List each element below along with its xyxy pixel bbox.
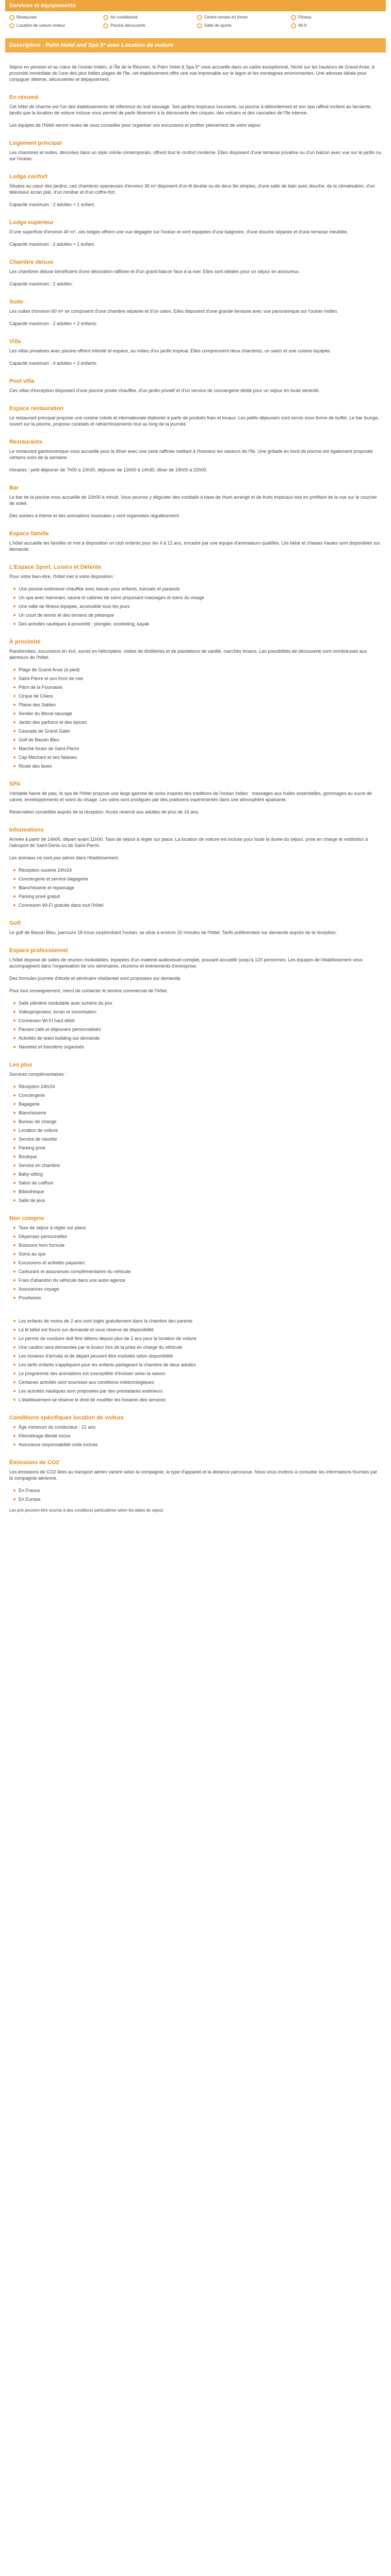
section-paragraph: Ces villas d'exception disposent d'une piscine privée chauffée, d'un jardin privatif et d'un service de conciergerie dédié pour un séjour en toute sérénité. bbox=[9, 388, 320, 393]
list-item: Parking privé gratuit bbox=[19, 893, 382, 900]
amenity-item bbox=[9, 14, 100, 21]
amenity-item bbox=[291, 14, 382, 21]
amenity-label: Fitness bbox=[298, 15, 312, 20]
section-paragraph: Les équipes de l'hôtel seront ravies de vous conseiller pour organiser vos excursions et profiter pleinement de votre séjour. bbox=[9, 123, 262, 128]
list-item: Une salle de fitness équipée, accessible tous les jours bbox=[19, 603, 382, 609]
list-item: Blanchisserie et repassage bbox=[19, 885, 382, 891]
fitness-icon bbox=[291, 15, 296, 20]
list-item: Plage de Grand Anse (à pied) bbox=[19, 667, 382, 673]
amenities-grid bbox=[5, 11, 386, 32]
list-item: Pourboires bbox=[19, 1295, 382, 1301]
section-paragraph: Les suites d'environ 60 m² se composent d'une chambre séparée et d'un salon. Elles disposent d'une grande terrasse avec vue panoramique sur l'océan Indien. bbox=[9, 309, 338, 314]
section-paragraph: Randonnées, excursions en 4x4, survol en hélicoptère, visites de distilleries et de plantations de vanille, marchés forains. Les possibilités de découverte sont nombreuses aux alentours de l'hôtel. bbox=[9, 649, 367, 660]
amenity-label: Air conditionné bbox=[110, 15, 138, 20]
list-item: Un spa avec hammam, sauna et cabines de soins proposant massages et soins du visage bbox=[19, 595, 382, 601]
list-item: Piton de la Fournaise bbox=[19, 684, 382, 690]
section-heading: SPA bbox=[9, 781, 21, 787]
section-paragraph: Arrivée à partir de 14h00, départ avant 11h00. Taxe de séjour à régler sur place. La location de voiture est incluse pour toute la durée du séjour, prise en charge et restitution à l'aéroport de Saint-Denis ou de Saint-Pierre. bbox=[9, 837, 368, 848]
section-paragraph: Capacité maximum : 4 adultes + 2 enfants. bbox=[9, 361, 97, 366]
section-heading: Suite bbox=[9, 299, 23, 305]
section-paragraph: Capacité maximum : 2 adultes + 1 enfant. bbox=[9, 242, 95, 247]
section-paragraph: Les chambres et suites, décorées dans un style créole contemporain, offrent tout le confort moderne. Elles disposent d'une terrasse privative ou d'un balcon avec vue sur le jardin ou sur l'océan. bbox=[9, 150, 382, 161]
section-paragraph: Pour votre bien-être, l'hôtel met à votre disposition : bbox=[9, 574, 116, 579]
section-list bbox=[9, 867, 382, 908]
section-heading: L'Espace Sport, Loisirs et Détente bbox=[9, 564, 102, 570]
list-item: Bagagerie bbox=[19, 1101, 382, 1107]
section-list bbox=[9, 1424, 382, 1448]
list-item: En France bbox=[19, 1487, 382, 1494]
section-list bbox=[9, 586, 382, 627]
list-item: Sentier du littoral sauvage bbox=[19, 710, 382, 717]
list-item: Route des laves bbox=[19, 763, 382, 769]
section-list bbox=[9, 1225, 382, 1301]
section-heading: Villa bbox=[9, 338, 21, 345]
section-list bbox=[9, 1083, 382, 1204]
section-list bbox=[9, 1000, 382, 1050]
list-item: Kilométrage illimité inclus bbox=[19, 1433, 382, 1439]
list-item: Saint-Pierre et son front de mer bbox=[19, 675, 382, 682]
amenity-item bbox=[291, 23, 382, 29]
list-item: Jardin des parfums et des épices bbox=[19, 719, 382, 725]
section-heading: Informations bbox=[9, 827, 44, 833]
amenity-item bbox=[197, 14, 288, 21]
list-item: Salle plénière modulable avec lumière du jour bbox=[19, 1000, 382, 1006]
section-heading: Espace famille bbox=[9, 531, 49, 537]
list-item: Frais d'abandon du véhicule dans une autre agence bbox=[19, 1277, 382, 1283]
list-item: Conciergerie bbox=[19, 1092, 382, 1098]
section-paragraph: Capacité maximum : 2 adultes. bbox=[9, 281, 73, 286]
list-item: Les enfants de moins de 2 ans sont logés gratuitement dans la chambre des parents bbox=[19, 1318, 382, 1324]
list-item: Cirque de Cilaos bbox=[19, 693, 382, 699]
section-heading: Pool villa bbox=[9, 378, 35, 384]
section-list bbox=[9, 667, 382, 769]
list-item: Vidéoprojecteur, écran et sonorisation bbox=[19, 1009, 382, 1015]
list-item: Le lit bébé est fourni sur demande et sous réserve de disponibilité bbox=[19, 1327, 382, 1333]
list-item: Service de navette bbox=[19, 1136, 382, 1142]
section-paragraph: Les émissions de CO2 liées au transport aérien varient selon la compagnie, le type d'appareil et la distance parcourue. Nous vous invitons à consulter les informations fournies par la compagnie aérienne. bbox=[9, 1469, 378, 1481]
section-paragraph: D'une superficie d'environ 40 m², ces lodges offrent une vue dégagée sur l'océan et sont équipées d'une baignoire, d'une douche séparée et d'une terrasse meublée. bbox=[9, 229, 349, 234]
list-item: Excursions et activités payantes bbox=[19, 1260, 382, 1266]
list-item: Location de voiture bbox=[19, 1127, 382, 1133]
services-header: Services et équipements bbox=[5, 0, 386, 11]
amenity-label: Centre remise en forme bbox=[204, 15, 248, 20]
list-item: Salon de coiffure bbox=[19, 1180, 382, 1186]
list-item: Plaine des Sables bbox=[19, 702, 382, 708]
list-item: Carburant et assurances complémentaires du véhicule bbox=[19, 1268, 382, 1275]
section-paragraph: Le restaurant gastronomique vous accueille pour le dîner avec une carte raffinée mettant à l'honneur les saveurs de l'île. Une grillade en bord de piscine est également proposée certains soirs de la semaine. bbox=[9, 449, 373, 460]
ac-icon bbox=[103, 15, 108, 20]
section-paragraph: Horaires : petit déjeuner de 7h00 à 10h30, déjeuner de 12h00 à 14h30, dîner de 19h00 à 22h00. bbox=[9, 467, 208, 472]
list-item: Parking privé bbox=[19, 1145, 382, 1151]
section-paragraph: Le golf de Bassin Bleu, parcours 18 trous surplombant l'océan, se situe à environ 20 minutes de l'hôtel. Tarifs préférentiels sur demande auprès de la réception. bbox=[9, 930, 337, 935]
list-item: Baby-sitting bbox=[19, 1171, 382, 1177]
section-heading: Lodge confort bbox=[9, 174, 47, 180]
list-item: Assurance responsabilité civile incluse bbox=[19, 1442, 382, 1448]
amenity-label: Location de voiture moteur bbox=[17, 23, 66, 28]
amenity-label: Piscine découverte bbox=[110, 23, 145, 28]
description-body bbox=[5, 53, 386, 1502]
list-item: Les horaires d'arrivée et de départ peuvent être modulés selon disponibilité bbox=[19, 1353, 382, 1359]
list-item: Réception ouverte 24h/24 bbox=[19, 867, 382, 873]
amenity-label: Salle de sports bbox=[204, 23, 232, 28]
list-item: Cascade de Grand Galet bbox=[19, 728, 382, 734]
section-paragraph: Capacité maximum : 2 adultes + 2 enfants. bbox=[9, 321, 97, 326]
list-item: Boissons hors formule bbox=[19, 1242, 382, 1248]
section-paragraph: Services complémentaires : bbox=[9, 1072, 67, 1077]
section-heading: Conditions spécifiques location de voiture bbox=[9, 1415, 124, 1421]
pool-icon bbox=[103, 23, 108, 28]
list-item: Les tarifs enfants s'appliquent pour les enfants partageant la chambre de deux adultes bbox=[19, 1362, 382, 1368]
list-item: Réception 24h/24 bbox=[19, 1083, 382, 1090]
footer-note: Les prix peuvent être soumis à des conditions particulières selon les dates de séjour. bbox=[9, 1508, 165, 1513]
section-heading: Restaurants bbox=[9, 439, 42, 445]
amenity-label: Wi-fi bbox=[298, 23, 306, 28]
section-paragraph: Séjour en pension et au cœur de l'océan Indien, à l'Île de la Réunion, le Palm Hotel & Spa 5* vous accueille dans un cadre exceptionnel. Niché sur les hauteurs de Grand Anse, à proximité immédiate de l'une des plus belles plages de l'île, cet établissement offre une vue imprenable sur le lagon et les montagnes environnantes. Une adresse idéale pour conjuguer détente, découvertes et dépaysement. bbox=[9, 64, 374, 82]
list-item: Service en chambre bbox=[19, 1162, 382, 1168]
section-paragraph: Capacité maximum : 2 adultes + 1 enfant. bbox=[9, 202, 95, 207]
list-item: Un court de tennis et des terrains de pétanque bbox=[19, 612, 382, 618]
section-paragraph: Le bar de la piscine vous accueille de 10h00 à minuit. Vous pourrez y déguster des cocktails à base de rhum arrangé et de fruits tropicaux tout en profitant de la vue sur le coucher de soleil. bbox=[9, 495, 377, 506]
list-item: En Europe bbox=[19, 1496, 382, 1502]
list-item: Les activités nautiques sont proposées par des prestataires extérieurs bbox=[19, 1388, 382, 1394]
list-item: Le permis de conduire doit être détenu depuis plus de 2 ans pour la location de voiture bbox=[19, 1335, 382, 1342]
list-item: Bibliothèque bbox=[19, 1189, 382, 1195]
section-paragraph: Les chambres deluxe bénéficient d'une décoration raffinée et d'un grand balcon face à la mer. Elles sont idéales pour un séjour en amoureux. bbox=[9, 269, 300, 274]
section-paragraph: Pour tout renseignement, merci de contacter le service commercial de l'hôtel. bbox=[9, 988, 168, 993]
section-paragraph: Les animaux ne sont pas admis dans l'établissement. bbox=[9, 855, 119, 860]
section-paragraph: Réservation conseillée auprès de la réception. Accès réservé aux adultes de plus de 16 ans. bbox=[9, 809, 200, 815]
section-paragraph: Des formules journée d'étude et séminaire résidentiel sont proposées sur demande. bbox=[9, 976, 182, 981]
list-item: Soins au spa bbox=[19, 1251, 382, 1257]
list-item: Conciergerie et service bagagerie bbox=[19, 876, 382, 882]
section-paragraph: Situées au cœur des jardins, ces chambres spacieuses d'environ 36 m² disposent d'un lit double ou de deux lits simples, d'une salle de bain avec douche, de la climatisation, d'un téléviseur écran plat, d'un minibar et d'un coffre-fort. bbox=[9, 183, 375, 195]
list-item: Dépenses personnelles bbox=[19, 1233, 382, 1240]
section-heading: Lodge supérieur bbox=[9, 219, 54, 226]
section-heading: Bar bbox=[9, 485, 19, 491]
bar-icon bbox=[9, 23, 14, 28]
amenity-item bbox=[9, 23, 100, 29]
list-item: Navettes et transferts organisés bbox=[19, 1044, 382, 1050]
amenity-item bbox=[103, 14, 194, 21]
gym-icon bbox=[197, 23, 202, 28]
list-item: Pauses café et déjeuners personnalisés bbox=[19, 1026, 382, 1032]
section-paragraph: L'hôtel dispose de salles de réunion modulables, équipées d'un matériel audiovisuel complet, pouvant accueillir jusqu'à 120 personnes. Les équipes de l'établissement vous accompagnent dans l'organisation de vos séminaires, réunions et événements d'entreprise. bbox=[9, 957, 363, 969]
list-item: Âge minimum du conducteur : 21 ans bbox=[19, 1424, 382, 1430]
page-title: Description - Palm Hotel and Spa 5* avec Location de voiture bbox=[5, 38, 386, 53]
amenity-label: Restaurant bbox=[17, 15, 37, 20]
section-heading: Golf bbox=[9, 920, 21, 926]
list-item: Activités de team building sur demande bbox=[19, 1035, 382, 1041]
list-item: Salle de jeux bbox=[19, 1197, 382, 1204]
section-list bbox=[9, 1318, 382, 1403]
section-heading: En résumé bbox=[9, 94, 39, 100]
list-item: Des activités nautiques à proximité : plongée, snorkeling, kayak bbox=[19, 621, 382, 627]
list-item: Boutique bbox=[19, 1154, 382, 1160]
list-item: Une piscine extérieure chauffée avec bassin pour enfants, transats et parasols bbox=[19, 586, 382, 592]
list-item: Une caution sera demandée par le loueur lors de la prise en charge du véhicule bbox=[19, 1344, 382, 1350]
list-item: Cap Méchant et ses falaises bbox=[19, 754, 382, 760]
section-heading: Espace professionnel bbox=[9, 947, 68, 954]
list-item: Golf de Bassin Bleu bbox=[19, 737, 382, 743]
section-heading: À proximité bbox=[9, 639, 41, 645]
wellness-icon bbox=[197, 15, 202, 20]
list-item: L'établissement se réserve le droit de modifier les horaires des services bbox=[19, 1397, 382, 1403]
list-item: Marché forain de Saint-Pierre bbox=[19, 745, 382, 752]
section-heading: Chambre deluxe bbox=[9, 259, 54, 265]
list-item: Certaines activités sont soumises aux conditions météorologiques bbox=[19, 1379, 382, 1385]
section-list bbox=[9, 1487, 382, 1502]
wifi-icon bbox=[291, 23, 296, 28]
list-item: Assurances voyage bbox=[19, 1286, 382, 1292]
section-paragraph: L'hôtel accueille les familles et met à disposition un club enfants pour les 4 à 12 ans, encadré par une équipe d'animateurs qualifiés. Lits bébé et chaises hautes sont disponibles sur demande. bbox=[9, 540, 380, 552]
section-heading: Logement principal bbox=[9, 140, 62, 146]
section-paragraph: Les villas privatives avec piscine offrent intimité et espace, au milieu d'un jardin tropical. Elles comprennent deux chambres, un salon et une cuisine équipée. bbox=[9, 348, 331, 353]
section-heading: Émissions de CO2 bbox=[9, 1460, 59, 1466]
section-paragraph: Des soirées à thème et des animations musicales y sont organisées régulièrement. bbox=[9, 513, 181, 518]
section-heading: Les plus bbox=[9, 1062, 32, 1068]
list-item: Connexion Wi-Fi gratuite dans tout l'hôtel bbox=[19, 902, 382, 908]
list-item: Taxe de séjour à régler sur place bbox=[19, 1225, 382, 1231]
section-paragraph: Véritable havre de paix, le spa de l'hôtel propose une large gamme de soins inspirés des traditions de l'océan Indien : massages aux huiles essentielles, gommages au sucre de canne, enveloppements et soins du visage. Les soins sont prodigués par des praticiens expérimentés dans une atmosphère apaisante. bbox=[9, 791, 372, 802]
amenity-item bbox=[103, 23, 194, 29]
section-paragraph: Le restaurant principal propose une cuisine créole et internationale élaborée à partir de produits frais et locaux. Les petits déjeuners sont servis sous forme de buffet. Le bar lounge, ouvert sur la piscine, propose cocktails et rafraîchissements tout au long de la journée. bbox=[9, 415, 379, 427]
list-item: Blanchisserie bbox=[19, 1110, 382, 1116]
list-item: Bureau de change bbox=[19, 1118, 382, 1125]
restaurant-icon bbox=[9, 15, 14, 20]
section-paragraph: Cet hôtel de charme est l'un des établissements de référence du sud sauvage. Ses jardins tropicaux luxuriants, sa piscine à débordement et son spa raffiné invitent au farniente, tandis que la location de voiture incluse vous permet de partir librement à la découverte des cirques, des volcans et des cascades de l'île intense. bbox=[9, 104, 372, 115]
section-heading: Espace restauration bbox=[9, 405, 64, 412]
list-item: Connexion Wi-Fi haut débit bbox=[19, 1018, 382, 1024]
section-heading: Non compris bbox=[9, 1215, 44, 1222]
amenity-item bbox=[197, 23, 288, 29]
list-item: Le programme des animations est susceptible d'évoluer selon la saison bbox=[19, 1370, 382, 1377]
